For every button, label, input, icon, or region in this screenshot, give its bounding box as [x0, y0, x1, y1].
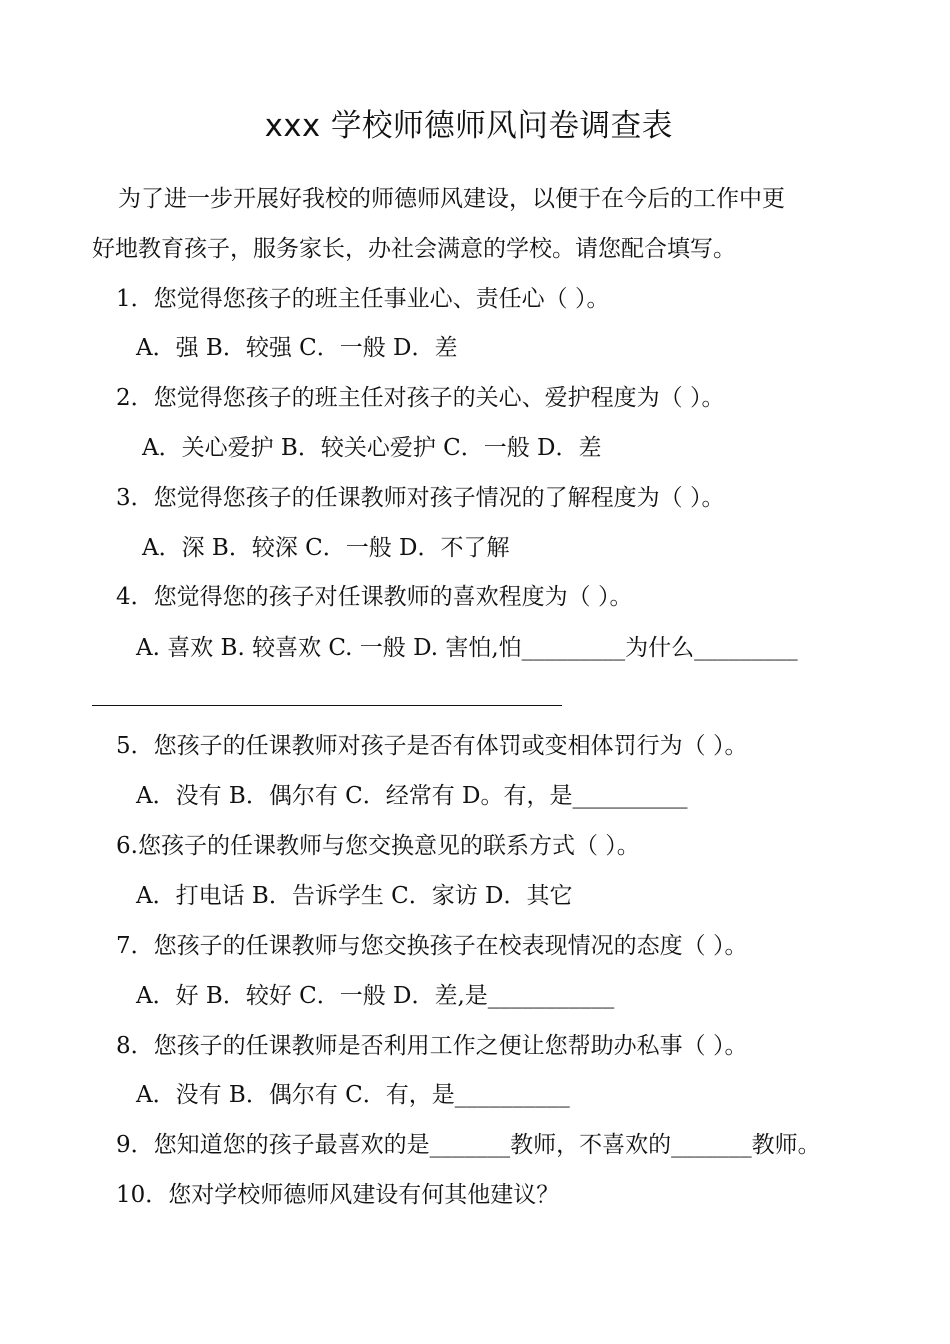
- question-4-options: A. 喜欢 B. 较喜欢 C. 一般 D. 害怕,怕_________为什么_________: [136, 635, 798, 661]
- question-2-text: 2．您觉得您孩子的班主任对孩子的关心、爱护程度为（ ）。: [116, 385, 725, 411]
- intro-line-1: 为了进一步开展好我校的师德师风建设，以便于在今后的工作中更: [118, 186, 785, 212]
- question-1-text: 1．您觉得您孩子的班主任事业心、责任心（ ）。: [116, 286, 610, 312]
- question-1-options: A．强 B．较强 C．一般 D．差: [136, 335, 458, 361]
- answer-blank-line: [92, 705, 562, 706]
- question-3-text: 3．您觉得您孩子的任课教师对孩子情况的了解程度为（ ）。: [116, 485, 725, 511]
- intro-line-2: 好地教育孩子，服务家长，办社会满意的学校。请您配合填写。: [92, 236, 736, 262]
- question-4-text: 4．您觉得您的孩子对任课教师的喜欢程度为（ ）。: [116, 584, 633, 610]
- question-8-options: A．没有 B．偶尔有 C．有，是__________: [136, 1082, 570, 1108]
- question-10-text: 10．您对学校师德师风建设有何其他建议？: [116, 1182, 560, 1208]
- question-6-options: A．打电话 B．告诉学生 C．家访 D．其它: [136, 883, 573, 909]
- question-3-options: A．深 B．较深 C．一般 D．不了解: [142, 535, 510, 561]
- question-7-options: A．好 B．较好 C．一般 D．差,是___________: [136, 983, 615, 1009]
- question-5-options: A．没有 B．偶尔有 C．经常有 D。有，是__________: [136, 783, 688, 809]
- question-8-text: 8．您孩子的任课教师是否利用工作之便让您帮助办私事（ ）。: [116, 1033, 748, 1059]
- question-5-text: 5．您孩子的任课教师对孩子是否有体罚或变相体罚行为（ ）。: [116, 733, 748, 759]
- question-2-options: A．关心爱护 B．较关心爱护 C．一般 D．差: [142, 435, 602, 461]
- document-title: xxx 学校师德师风问卷调查表: [264, 108, 673, 144]
- question-6-text: 6.您孩子的任课教师与您交换意见的联系方式（ ）。: [116, 833, 640, 859]
- question-7-text: 7．您孩子的任课教师与您交换孩子在校表现情况的态度（ ）。: [116, 933, 748, 959]
- question-9-text: 9．您知道您的孩子最喜欢的是_______教师，不喜欢的_______教师。: [116, 1132, 821, 1158]
